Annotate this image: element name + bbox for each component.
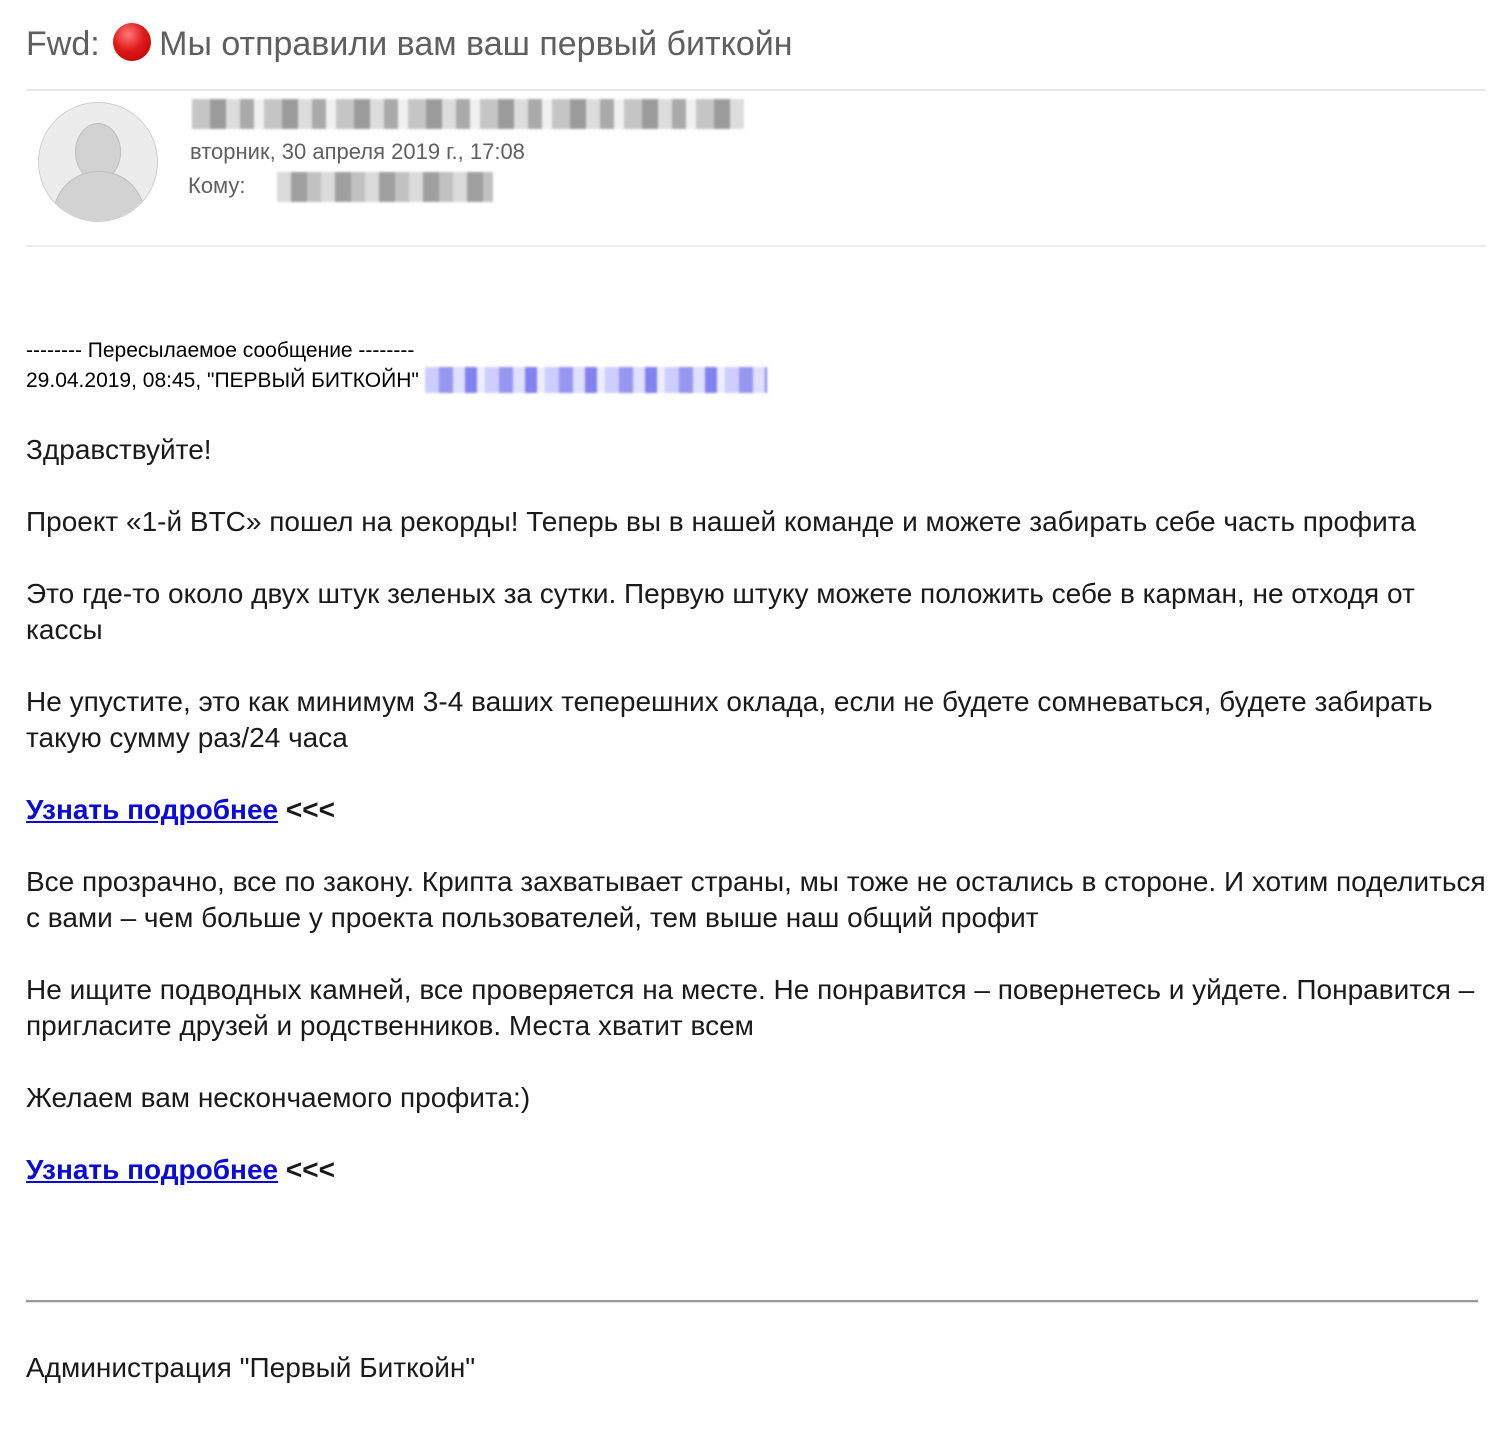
paragraph-6: Желаем вам нескончаемого профита:) [26, 1082, 531, 1113]
email-body [26, 432, 1486, 1224]
learn-more-link-2[interactable]: Узнать подробнее [26, 1154, 279, 1185]
header-bottom-divider [26, 245, 1486, 247]
sender-name-blurred[interactable] [192, 99, 744, 129]
forwarded-header: -------- Пересылаемое сообщение -------- [26, 339, 415, 362]
subject-text: Мы отправили вам ваш первый биткойн [159, 25, 793, 63]
forwarded-meta-line [26, 366, 767, 396]
learn-more-link-1[interactable]: Узнать подробнее [26, 794, 279, 825]
red-circle-icon [113, 23, 151, 61]
arrows-text-1: <<< [278, 794, 335, 825]
to-label: Кому: [188, 173, 246, 198]
greeting: Здравствуйте! [26, 434, 212, 465]
header-divider [26, 89, 1486, 91]
forwarded-meta: 29.04.2019, 08:45, "ПЕРВЫЙ БИТКОЙН" [26, 369, 419, 392]
avatar-person-body [53, 171, 145, 222]
paragraph-2: Это где-то около двух штук зеленых за сутки. Первую штуку можете положить себе в карман, не отходя от кассы [26, 578, 1415, 645]
signature: Администрация "Первый Биткойн" [26, 1352, 476, 1383]
forwarded-from-email-blurred[interactable] [425, 367, 767, 393]
paragraph-3: Не упустите, это как минимум 3-4 ваших теперешних оклада, если не будете сомневаться, будете забирать такую сумму раз/24 часа [26, 686, 1433, 753]
signature-divider [26, 1300, 1478, 1303]
link-line-1 [26, 792, 1486, 828]
paragraph-4: Все прозрачно, все по закону. Крипта захватывает страны, мы тоже не остались в стороне. И хотим поделиться с вами – чем больше у проекта пользователей, тем выше наш общий профит [26, 866, 1486, 933]
recipient-blurred[interactable] [277, 172, 493, 202]
link-line-2 [26, 1152, 1486, 1188]
sender-avatar [38, 102, 158, 222]
forwarded-header-block [26, 336, 767, 396]
paragraph-1: Проект «1-й BTC» пошел на рекорды! Теперь вы в нашей команде и можете забирать себе часть профита [26, 506, 1416, 537]
subject-prefix: Fwd: [26, 25, 100, 63]
arrows-text-2: <<< [278, 1154, 335, 1185]
email-date: вторник, 30 апреля 2019 г., 17:08 [190, 139, 525, 164]
email-subject [26, 22, 793, 66]
paragraph-5: Не ищите подводных камней, все проверяется на месте. Не понравится – повернетесь и уйдете. Понравится – пригласите друзей и родственников. Места хватит всем [26, 974, 1475, 1041]
